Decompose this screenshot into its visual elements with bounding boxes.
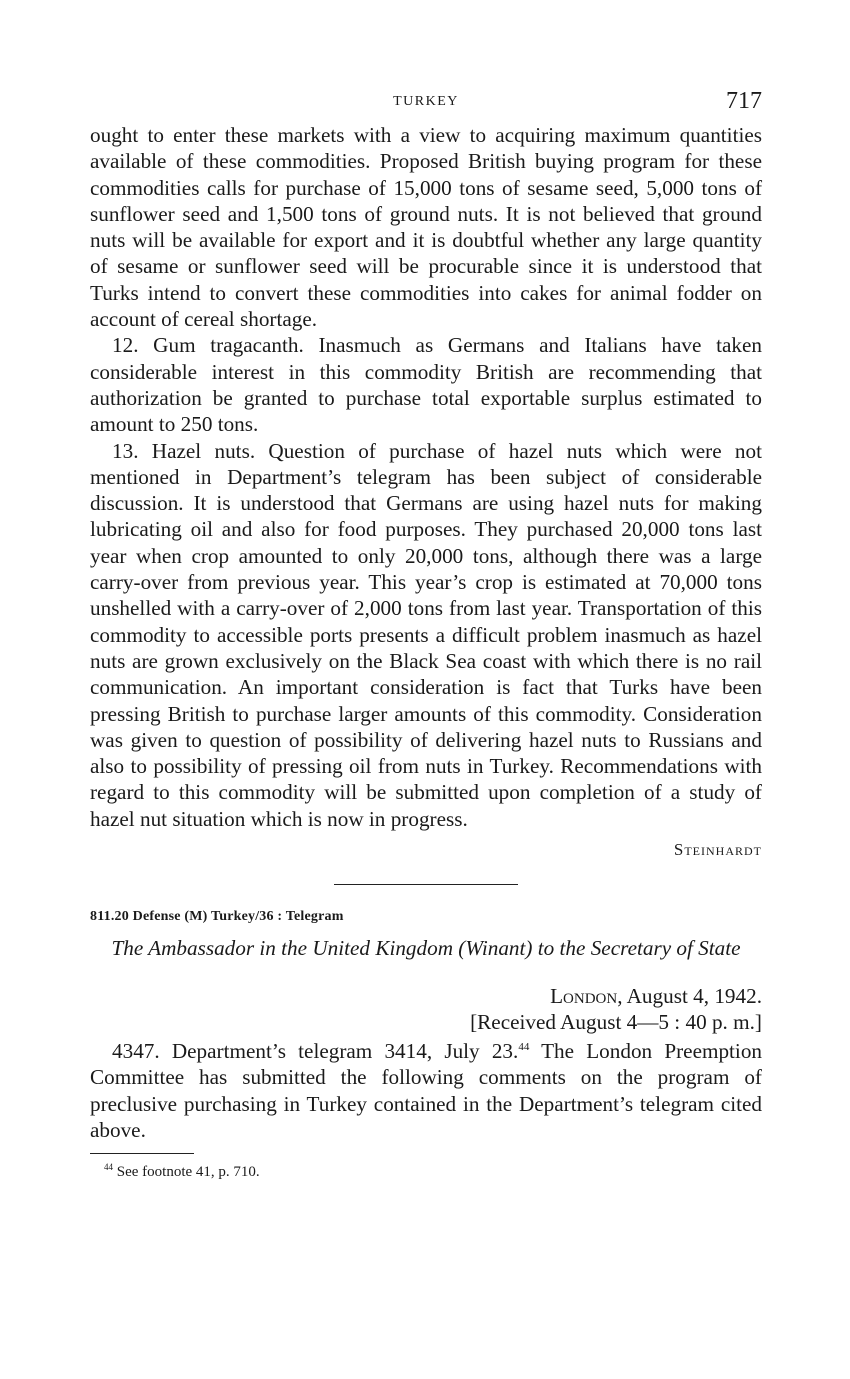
footnote-marker: 44 [104,1162,113,1173]
item-gum-tragacanth: 12. Gum tragacanth. Inasmuch as Germans and Italians have taken considerable interest in this commodity British are recommending that authorization be granted to purchase total exportable surplus estimated to amount to 250 tons. [90,333,762,437]
file-reference: 811.20 Defense (M) Turkey/36 : Telegram [90,909,344,925]
document-title: The Ambassador in the United Kingdom (Winant) to the Secretary of State [111,936,741,961]
page-header [90,88,762,122]
page-number: 717 [726,88,762,114]
section-divider [334,884,518,885]
item-hazel-nuts: 13. Hazel nuts. Question of purchase of hazel nuts which were not mentioned in Department’s telegram has been subject of considerable discussion. It is understood that Germans are using hazel nuts for making lubricating oil and also for food purposes. They purchased 20,000 tons last year when crop amounted to only 20,000 tons, although there was a large carry-over from previous year. This year’s crop is estimated at 70,000 tons unshelled with a carry-over of 2,000 tons from last year. Transportation of this commodity to accessible ports presents a difficult problem inasmuch as hazel nuts are grown exclusively on the Black Sea coast with which there is no rail communication. An important consideration is fact that Turks have been pressing British to purchase larger amounts of this commodity. Consideration was given to question of possibility of delivering hazel nuts to Russians and also to possibility of pressing oil from nuts in Turkey. Recommendations with regard to this commodity will be submitted upon completion of a study of hazel nut situation which is now in progress. [90,438,762,831]
received-line: [Received August 4—5 : 40 p. m.] [470,1010,762,1035]
signature: Steinhardt [673,840,762,860]
message-rest: The London Preemption Committee has submitted the following comments on the program of preclusive purchasing in Turkey contained in the Department’s telegram cited above. [90,1039,763,1142]
footnote-text: See footnote 41, p. 710. [113,1164,260,1181]
footnote [90,1164,762,1181]
message-paragraph [90,1038,762,1143]
dateline-city: London [550,984,618,1009]
telegram-body [90,122,762,832]
continuation-paragraph: ought to enter these markets with a view to acquiring maximum quantities available of these commodities. Proposed British buying program for these commodities calls for purchase of 15,000 tons of sesame seed, 5,000 tons of sunflower seed and 1,500 tons of ground nuts. It is not believed that ground nuts will be available for export and it is doubtful whether any large quantity of sesame or sunflower seed will be procurable since it is understood that Turks intend to convert these commodities into cakes for animal fodder on account of cereal shortage. [90,123,762,332]
dateline-date: , August 4, 1942. [617,984,762,1009]
document-page [90,88,762,1181]
dateline [90,983,762,1009]
message-start: 4347. Department’s telegram 3414, July 23. [112,1039,519,1064]
footnote-rule [90,1153,194,1154]
running-head: TURKEY [393,94,459,109]
footnote-reference: 44 [518,1040,530,1053]
